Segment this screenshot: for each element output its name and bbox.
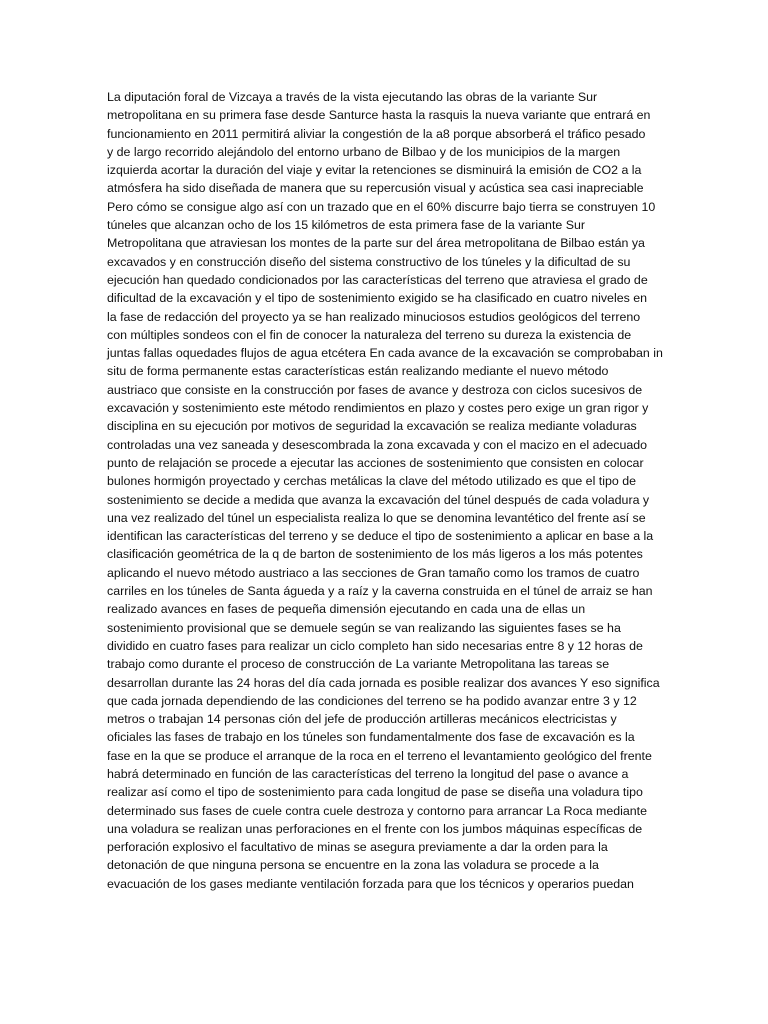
text-line: detonación de que ninguna persona se encuentre en la zona las voladura se procede a la [107, 858, 599, 873]
body-text [107, 88, 667, 893]
text-line: metros o trabajan 14 personas ción del jefe de producción artilleras mecánicos electricistas y [107, 712, 617, 727]
text-line: sostenimiento se decide a medida que avanza la excavación del túnel después de cada voladura y [107, 492, 650, 507]
text-line: habrá determinado en función de las características del terreno la longitud del pase o avance a [107, 766, 629, 781]
text-line: atmósfera ha sido diseñada de manera que su repercusión visual y acústica sea casi inapreciable [107, 181, 644, 196]
text-line: evacuación de los gases mediante ventilación forzada para que los técnicos y operarios puedan [107, 876, 634, 891]
text-line: punto de relajación se procede a ejecutar las acciones de sostenimiento que consisten en colocar [107, 455, 644, 470]
text-line: excavados y en construcción diseño del sistema constructivo de los túneles y la dificultad de su [107, 254, 631, 269]
text-line: juntas fallas oquedades flujos de agua etcétera En cada avance de la excavación se comprobaban in [107, 346, 663, 361]
text-line: dificultad de la excavación y el tipo de sostenimiento exigido se ha clasificado en cuatro niveles en [107, 291, 648, 306]
text-line: ejecución han quedado condicionados por las características del terreno que atraviesa el grado de [107, 272, 648, 287]
text-line: funcionamiento en 2011 permitirá aliviar la congestión de la a8 porque absorberá el tráfico pesado [107, 126, 646, 141]
text-line: austriaco que consiste en la construcción por fases de avance y destroza con ciclos sucesivos de [107, 382, 643, 397]
text-line: una voladura se realizan unas perforaciones en el frente con los jumbos máquinas específicas de [107, 821, 643, 836]
text-line: determinado sus fases de cuele contra cuele destroza y contorno para arrancar La Roca mediante [107, 803, 647, 818]
text-line: con múltiples sondeos con el fin de conocer la naturaleza del terreno su dureza la existencia de [107, 327, 632, 342]
text-line: túneles que alcanzan ocho de los 15 kilómetros de esta primera fase de la variante Sur [107, 218, 586, 233]
text-line: controladas una vez saneada y desescombrada la zona excavada y con el macizo en el adecuado [107, 437, 648, 452]
text-line: oficiales las fases de trabajo en los túneles son fundamentalmente dos fase de excavación es la [107, 730, 635, 745]
text-line: sostenimiento provisional que se demuele según se van realizando las siguientes fases se ha [107, 620, 621, 635]
text-line: izquierda acortar la duración del viaje y evitar la retenciones se disminuirá la emisión de CO2 a la [107, 163, 642, 178]
text-line: excavación y sostenimiento este método rendimientos en plazo y costes pero exige un gran rigor y [107, 401, 649, 416]
text-line: la fase de redacción del proyecto ya se han realizado minuciosos estudios geológicos del terreno [107, 309, 641, 324]
text-line: trabajo como durante el proceso de construcción de La variante Metropolitana las tareas se [107, 657, 610, 672]
text-line: Metropolitana que atraviesan los montes de la parte sur del área metropolitana de Bilbao están ya [107, 236, 645, 251]
text-line: dividido en cuatro fases para realizar un ciclo completo han sido necesarias entre 8 y 12 horas de [107, 638, 643, 653]
text-line: fase en la que se produce el arranque de la roca en el terreno el levantamiento geológico del frente [107, 748, 652, 763]
text-line: situ de forma permanente estas características están realizando mediante el nuevo método [107, 364, 609, 379]
text-line: clasificación geométrica de la q de barton de sostenimiento de los más ligeros a los más potentes [107, 547, 643, 562]
text-line: realizado avances en fases de pequeña dimensión ejecutando en cada una de ellas un [107, 602, 586, 617]
text-line: perforación explosivo el facultativo de minas se asegura previamente a dar la orden para la [107, 840, 608, 855]
text-line: identifican las características del terreno y se deduce el tipo de sostenimiento a aplicar en base a la [107, 529, 654, 544]
text-line: aplicando el nuevo método austriaco a las secciones de Gran tamaño como los tramos de cuatro [107, 565, 640, 580]
text-line: realizar así como el tipo de sostenimiento para cada longitud de pase se diseña una voladura tipo [107, 785, 643, 800]
text-line: Pero cómo se consigue algo así con un trazado que en el 60% discurre bajo tierra se construyen 10 [107, 199, 656, 214]
text-line: disciplina en su ejecución por motivos de seguridad la excavación se realiza mediante voladuras [107, 419, 637, 434]
text-line: La diputación foral de Vizcaya a través de la vista ejecutando las obras de la variante Sur [107, 90, 598, 104]
text-line: bulones hormigón proyectado y cerchas metálicas la clave del método utilizado es que el tipo de [107, 474, 636, 489]
text-line: desarrollan durante las 24 horas del día cada jornada es posible realizar dos avances Y eso significa [107, 675, 660, 690]
text-line: y de largo recorrido alejándolo del entorno urbano de Bilbao y de los municipios de la margen [107, 144, 621, 159]
text-line: metropolitana en su primera fase desde Santurce hasta la rasquis la nueva variante que entrará en [107, 108, 651, 123]
text-line: una vez realizado del túnel un especialista realiza lo que se denomina levantético del frente así se [107, 510, 646, 525]
text-line: que cada jornada dependiendo de las condiciones del terreno se ha podido avanzar entre 3 y 12 [107, 693, 637, 708]
text-line: carriles en los túneles de Santa águeda y a raíz y la caverna construida en el túnel de arraiz se han [107, 584, 653, 599]
